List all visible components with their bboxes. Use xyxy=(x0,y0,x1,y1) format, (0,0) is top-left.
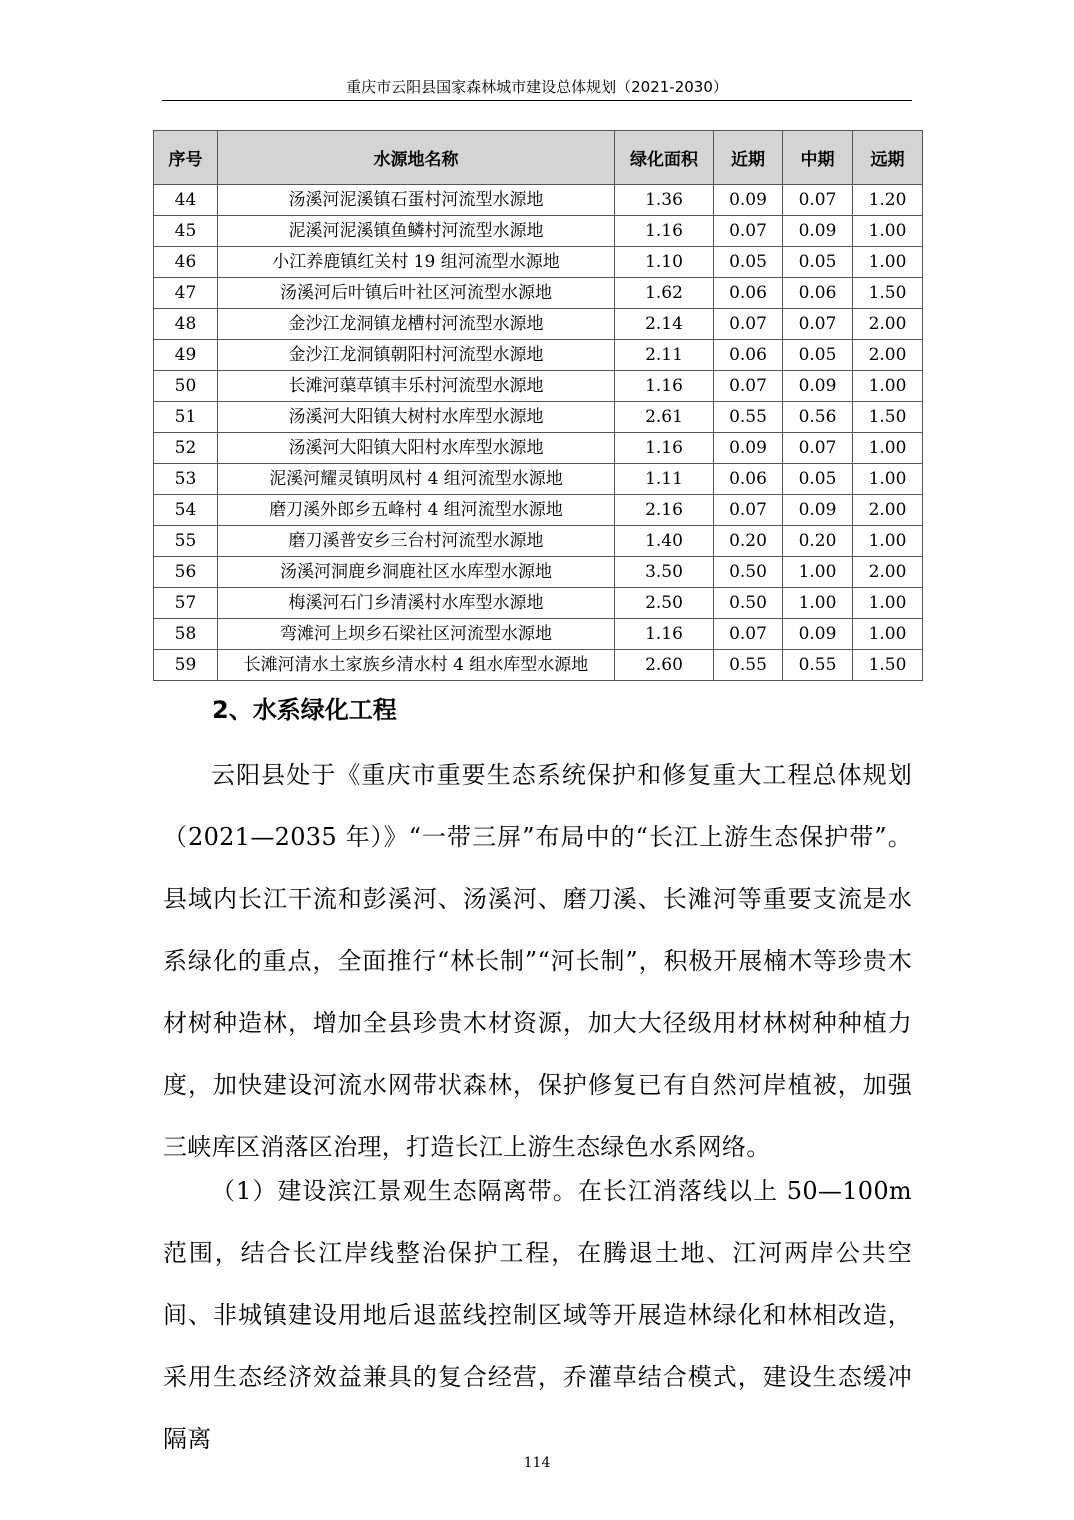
cell-area: 3.50 xyxy=(615,557,714,588)
table-row xyxy=(154,247,923,278)
cell-index: 44 xyxy=(154,185,218,216)
cell-index: 50 xyxy=(154,371,218,402)
cell-area: 1.62 xyxy=(615,278,714,309)
cell-name: 泥溪河耀灵镇明凤村 4 组河流型水源地 xyxy=(218,464,615,495)
section-heading: 2、水系绿化工程 xyxy=(212,696,397,724)
cell-mid-term: 0.05 xyxy=(783,464,853,495)
cell-name: 汤溪河大阳镇大树村水库型水源地 xyxy=(218,402,615,433)
cell-index: 47 xyxy=(154,278,218,309)
cell-mid-term: 0.06 xyxy=(783,278,853,309)
cell-near-term: 0.20 xyxy=(714,526,783,557)
cell-long-term: 2.00 xyxy=(853,495,923,526)
cell-index: 55 xyxy=(154,526,218,557)
cell-mid-term: 0.09 xyxy=(783,216,853,247)
cell-index: 48 xyxy=(154,309,218,340)
cell-mid-term: 0.56 xyxy=(783,402,853,433)
cell-index: 59 xyxy=(154,650,218,681)
cell-near-term: 0.50 xyxy=(714,557,783,588)
cell-mid-term: 1.00 xyxy=(783,588,853,619)
cell-index: 56 xyxy=(154,557,218,588)
water-source-table xyxy=(153,130,923,681)
cell-long-term: 1.00 xyxy=(853,247,923,278)
cell-area: 1.10 xyxy=(615,247,714,278)
cell-near-term: 0.07 xyxy=(714,309,783,340)
cell-index: 53 xyxy=(154,464,218,495)
cell-near-term: 0.55 xyxy=(714,402,783,433)
cell-mid-term: 0.07 xyxy=(783,309,853,340)
cell-index: 45 xyxy=(154,216,218,247)
body-paragraph-1: 云阳县处于《重庆市重要生态系统保护和修复重大工程总体规划（2021—2035 年）》“一带三屏”布局中的“长江上游生态保护带”。县域内长江干流和彭溪河、汤溪河、磨刀溪、长滩河等重要支流是水系绿化的重点，全面推行“林长制”“河长制”，积极开展楠木等珍贵木材树种造林，增加全县珍贵木材资源，加大大径级用材林树种种植力度，加快建设河流水网带状森林，保护修复已有自然河岸植被，加强三峡库区消落区治理，打造长江上游生态绿色水系网络。 xyxy=(163,761,912,1161)
table-row xyxy=(154,557,923,588)
cell-near-term: 0.50 xyxy=(714,588,783,619)
table-row xyxy=(154,650,923,681)
cell-area: 2.60 xyxy=(615,650,714,681)
column-header-long-term: 远期 xyxy=(853,131,923,185)
cell-name: 汤溪河洞鹿乡洞鹿社区水库型水源地 xyxy=(218,557,615,588)
cell-name: 磨刀溪外郎乡五峰村 4 组河流型水源地 xyxy=(218,495,615,526)
cell-name: 梅溪河石门乡清溪村水库型水源地 xyxy=(218,588,615,619)
cell-long-term: 1.50 xyxy=(853,402,923,433)
cell-near-term: 0.07 xyxy=(714,619,783,650)
cell-long-term: 2.00 xyxy=(853,340,923,371)
cell-index: 54 xyxy=(154,495,218,526)
cell-long-term: 2.00 xyxy=(853,309,923,340)
column-header-area: 绿化面积 xyxy=(615,131,714,185)
cell-index: 58 xyxy=(154,619,218,650)
table-body xyxy=(154,185,923,681)
cell-near-term: 0.05 xyxy=(714,247,783,278)
cell-long-term: 1.00 xyxy=(853,371,923,402)
cell-area: 2.14 xyxy=(615,309,714,340)
column-header-name: 水源地名称 xyxy=(218,131,615,185)
cell-mid-term: 0.05 xyxy=(783,340,853,371)
cell-long-term: 2.00 xyxy=(853,557,923,588)
column-header-near-term: 近期 xyxy=(714,131,783,185)
cell-mid-term: 0.07 xyxy=(783,433,853,464)
cell-near-term: 0.06 xyxy=(714,278,783,309)
cell-name: 长滩河蕖草镇丰乐村河流型水源地 xyxy=(218,371,615,402)
cell-area: 1.11 xyxy=(615,464,714,495)
table-row xyxy=(154,309,923,340)
cell-near-term: 0.06 xyxy=(714,464,783,495)
cell-long-term: 1.20 xyxy=(853,185,923,216)
cell-long-term: 1.00 xyxy=(853,588,923,619)
cell-mid-term: 0.09 xyxy=(783,495,853,526)
cell-near-term: 0.07 xyxy=(714,216,783,247)
table-row xyxy=(154,216,923,247)
cell-area: 1.16 xyxy=(615,216,714,247)
table-row xyxy=(154,340,923,371)
table-row xyxy=(154,464,923,495)
cell-near-term: 0.07 xyxy=(714,495,783,526)
cell-area: 1.40 xyxy=(615,526,714,557)
cell-long-term: 1.50 xyxy=(853,278,923,309)
cell-long-term: 1.50 xyxy=(853,650,923,681)
cell-index: 52 xyxy=(154,433,218,464)
cell-area: 2.11 xyxy=(615,340,714,371)
table-row xyxy=(154,402,923,433)
cell-long-term: 1.00 xyxy=(853,433,923,464)
cell-near-term: 0.55 xyxy=(714,650,783,681)
cell-name: 金沙江龙洞镇龙槽村河流型水源地 xyxy=(218,309,615,340)
column-header-mid-term: 中期 xyxy=(783,131,853,185)
cell-near-term: 0.06 xyxy=(714,340,783,371)
table-row xyxy=(154,278,923,309)
cell-long-term: 1.00 xyxy=(853,619,923,650)
cell-name: 金沙江龙洞镇朝阳村河流型水源地 xyxy=(218,340,615,371)
cell-name: 汤溪河后叶镇后叶社区河流型水源地 xyxy=(218,278,615,309)
body-paragraph-2: （1）建设滨江景观生态隔离带。在长江消落线以上 50—100m 范围，结合长江岸线整治保护工程，在腾退土地、江河两岸公共空间、非城镇建设用地后退蓝线控制区域等开展造林绿化和林相改造，采用生态经济效益兼具的复合经营，乔灌草结合模式，建设生态缓冲隔离 xyxy=(163,1177,912,1453)
cell-mid-term: 1.00 xyxy=(783,557,853,588)
cell-index: 46 xyxy=(154,247,218,278)
cell-near-term: 0.09 xyxy=(714,185,783,216)
cell-near-term: 0.09 xyxy=(714,433,783,464)
column-header-index: 序号 xyxy=(154,131,218,185)
cell-long-term: 1.00 xyxy=(853,526,923,557)
cell-near-term: 0.07 xyxy=(714,371,783,402)
cell-long-term: 1.00 xyxy=(853,216,923,247)
cell-area: 2.61 xyxy=(615,402,714,433)
table-row xyxy=(154,185,923,216)
table-row xyxy=(154,619,923,650)
cell-name: 汤溪河大阳镇大阳村水库型水源地 xyxy=(218,433,615,464)
cell-mid-term: 0.07 xyxy=(783,185,853,216)
cell-mid-term: 0.09 xyxy=(783,619,853,650)
cell-area: 1.36 xyxy=(615,185,714,216)
cell-name: 小江养鹿镇红关村 19 组河流型水源地 xyxy=(218,247,615,278)
table-header-row xyxy=(154,131,923,185)
cell-index: 51 xyxy=(154,402,218,433)
cell-index: 49 xyxy=(154,340,218,371)
page-number: 114 xyxy=(523,1455,551,1471)
cell-mid-term: 0.05 xyxy=(783,247,853,278)
cell-area: 2.16 xyxy=(615,495,714,526)
cell-mid-term: 0.09 xyxy=(783,371,853,402)
cell-name: 弯滩河上坝乡石梁社区河流型水源地 xyxy=(218,619,615,650)
cell-area: 1.16 xyxy=(615,433,714,464)
table-row xyxy=(154,588,923,619)
table-row xyxy=(154,495,923,526)
cell-area: 2.50 xyxy=(615,588,714,619)
cell-name: 长滩河清水土家族乡清水村 4 组水库型水源地 xyxy=(218,650,615,681)
cell-area: 1.16 xyxy=(615,619,714,650)
table-row xyxy=(154,433,923,464)
cell-mid-term: 0.20 xyxy=(783,526,853,557)
cell-mid-term: 0.55 xyxy=(783,650,853,681)
cell-index: 57 xyxy=(154,588,218,619)
table-row xyxy=(154,371,923,402)
cell-area: 1.16 xyxy=(615,371,714,402)
cell-name: 泥溪河泥溪镇鱼鳞村河流型水源地 xyxy=(218,216,615,247)
cell-long-term: 1.00 xyxy=(853,464,923,495)
cell-name: 磨刀溪普安乡三台村河流型水源地 xyxy=(218,526,615,557)
cell-name: 汤溪河泥溪镇石蛋村河流型水源地 xyxy=(218,185,615,216)
table-row xyxy=(154,526,923,557)
running-header: 重庆市云阳县国家森林城市建设总体规划（2021-2030） xyxy=(162,74,912,101)
